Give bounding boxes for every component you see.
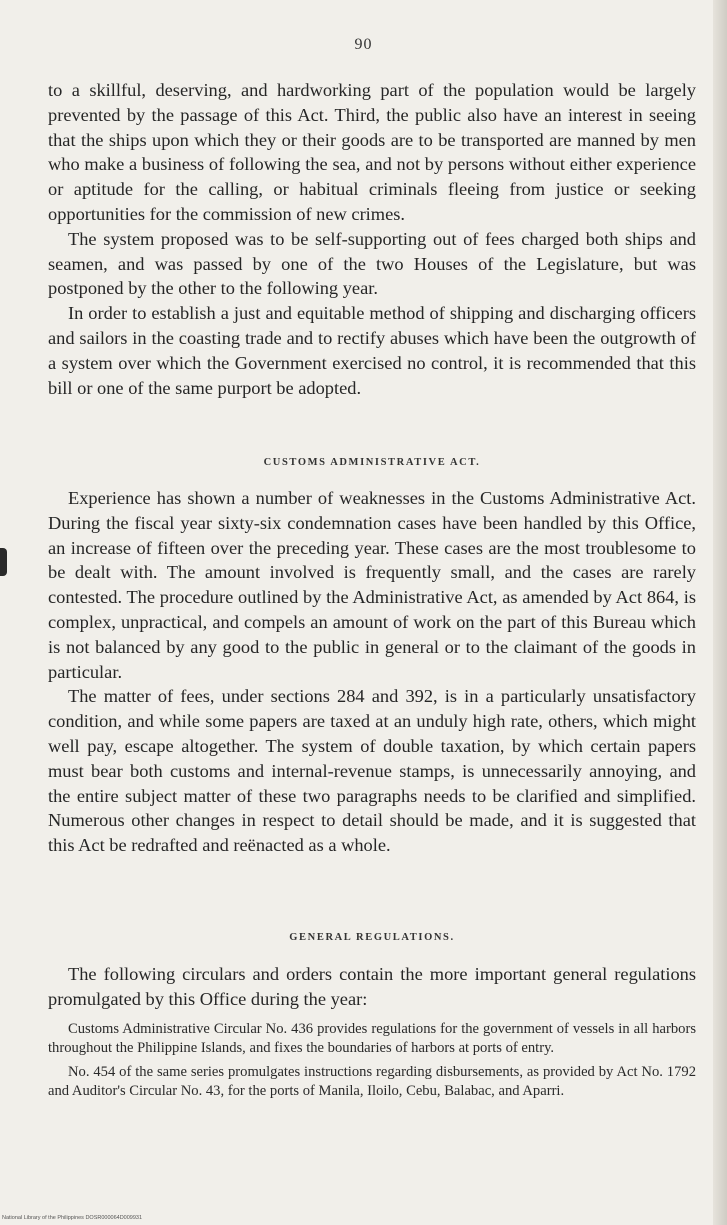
paragraph-3: In order to establish a just and equitable method of shipping and discharging officers and sailors in the coasting trade and to rectify abuses which have been the outgrowth of a system over which the Government exercised no control, it is recommended that this bill or one of the same purport be adopted. <box>48 303 696 398</box>
text-block-regulations-intro <box>48 962 696 1012</box>
circular-454: No. 454 of the same series promulgates instructions regarding disbursements, as provided by Act No. 1792 and Auditor's Circular No. 43, for the ports of Manila, Iloilo, Cebu, Balabac, and Aparri. <box>48 1063 696 1099</box>
section-heading-general-regulations: GENERAL REGULATIONS. <box>289 932 455 943</box>
paragraph-2: The system proposed was to be self-supporting out of fees charged both ships and seamen, and was passed by one of the two Houses of the Legislature, but was postponed by the other to the following year. <box>48 228 696 299</box>
paragraph-4: Experience has shown a number of weaknesses in the Customs Administrative Act. During the fiscal year sixty-six condemnation cases have been handled by this Office, an increase of fifteen over the preceding year. These cases are the most troublesome to be dealt with. The amount involved is frequently small, and the cases are rarely contested. The procedure outlined by the Administrative Act, as amended by Act 864, is complex, unpractical, and compels an amount of work on the part of this Bureau which is not balanced by any good to the public in general or to the claimant of the goods in particular. <box>48 488 696 682</box>
text-block-seamen-act <box>48 78 696 400</box>
paragraph-5: The matter of fees, under sections 284 and 392, is in a particularly unsatisfactory condition, and while some papers are taxed at an unduly high rate, others, which might well pay, escape altogether. The system of double taxation, by which certain papers must bear both customs and internal-revenue stamps, is unnecessarily annoying, and the entire subject matter of these two paragraphs needs to be clarified and simplified. Numerous other changes in respect to detail should be made, and it is suggested that this Act be redrafted and reënacted as a whole. <box>48 686 696 856</box>
binding-mark <box>0 548 7 576</box>
text-block-circulars <box>48 1020 696 1105</box>
footer-watermark: National Library of the Philippines DOSR000064D009931 <box>2 1215 143 1221</box>
page-number: 90 <box>354 36 373 53</box>
paragraph-6: The following circulars and orders contain the more important general regulations promulgated by this Office during the year: <box>48 964 696 1009</box>
page-edge-shadow <box>713 0 727 1225</box>
circular-436: Customs Administrative Circular No. 436 provides regulations for the government of vessels in all harbors throughout the Philippine Islands, and fixes the boundaries of harbors at ports of entry. <box>48 1021 696 1057</box>
section-heading-customs-act: CUSTOMS ADMINISTRATIVE ACT. <box>263 457 481 468</box>
paragraph-1: to a skillful, deserving, and hardworking part of the population would be largely prevented by the passage of this Act. Third, the public also have an interest in seeing that the ships upon which they or their goods are to be transported are manned by men who make a business of following the sea, and not by persons without either experience or aptitude for the calling, or habitual criminals fleeing from justice or seeking opportunities for the commission of new crimes. <box>48 80 696 224</box>
text-block-customs-act <box>48 486 696 858</box>
